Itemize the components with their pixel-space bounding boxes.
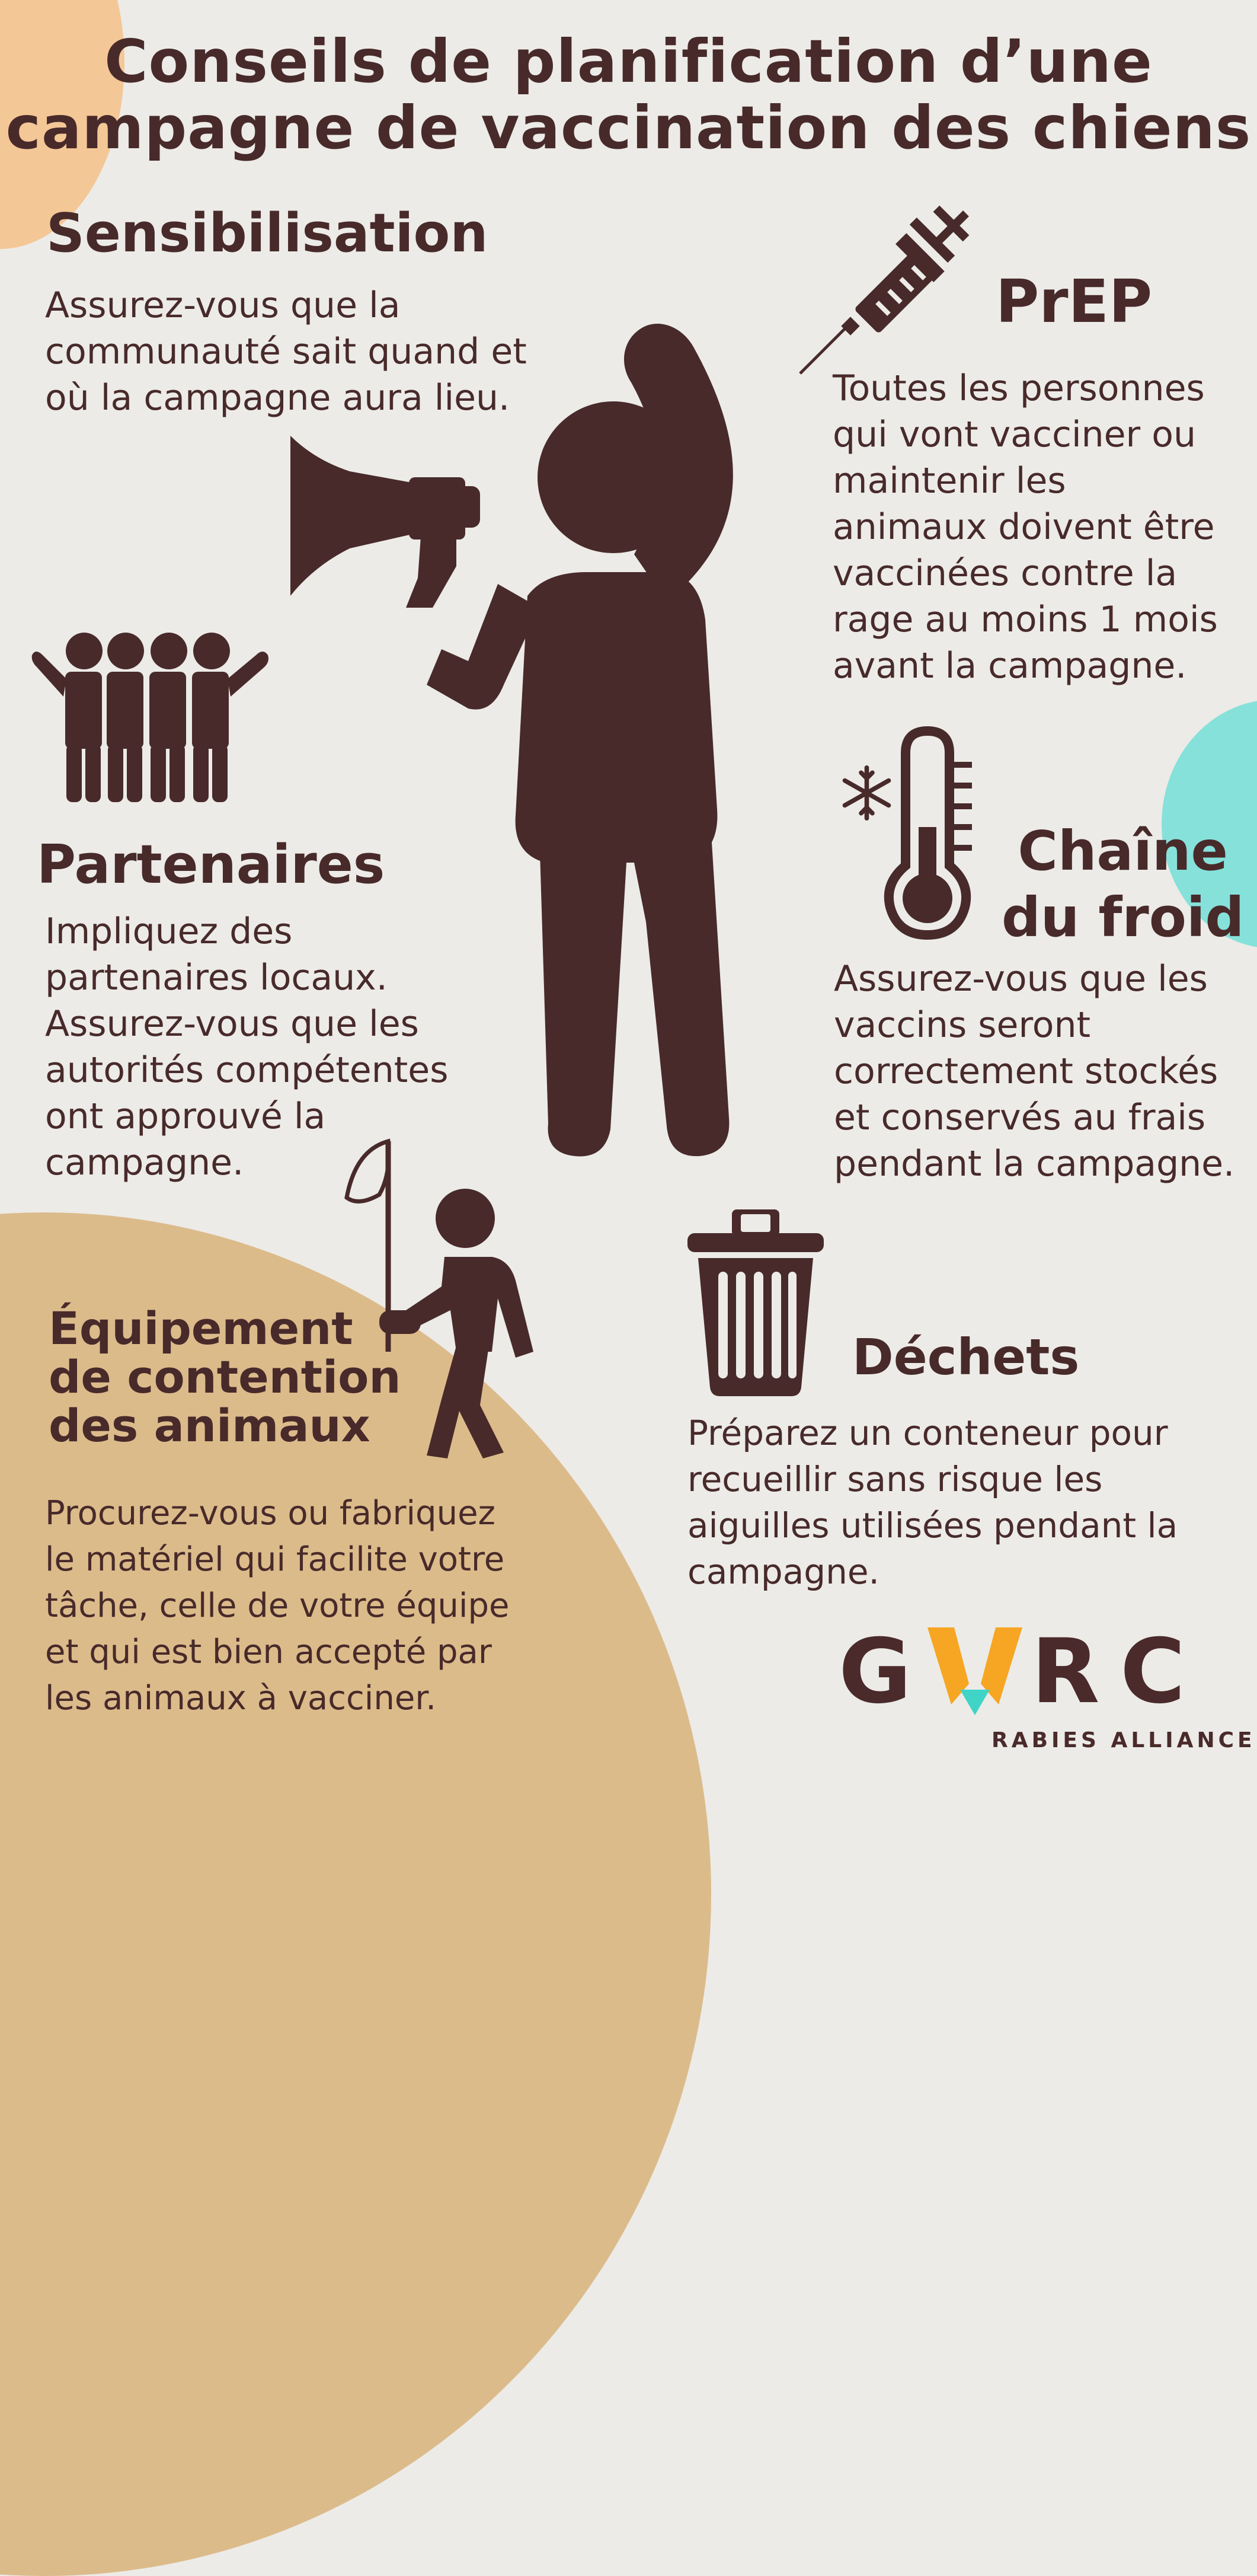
prep-line: vaccinées contre la — [833, 553, 1178, 594]
logo-a-mark — [927, 1627, 1022, 1716]
chaine-du-froid-text — [834, 956, 1234, 1187]
logo-letter-c: C — [1120, 1620, 1186, 1723]
prep-line: avant la campagne. — [833, 645, 1187, 687]
syringe-icon — [794, 208, 972, 379]
sensibilisation-line: Assurez-vous que la — [45, 285, 401, 326]
page-title — [0, 28, 1257, 161]
partenaires-line: Impliquez des — [45, 911, 293, 952]
equipement-line: les animaux à vacciner. — [45, 1679, 436, 1718]
title-line-1: Conseils de planification d’une — [104, 27, 1153, 96]
chaine-line: pendant la campagne. — [834, 1143, 1235, 1185]
equipement-text — [45, 1490, 509, 1722]
logo-letter-r: R — [1031, 1620, 1100, 1723]
dechets-line: recueillir sans risque les — [687, 1459, 1103, 1499]
chaine-line: vaccins seront — [834, 1004, 1091, 1046]
equipement-heading-line: de contention — [49, 1351, 401, 1403]
partenaires-line: ont approuvé la — [45, 1096, 326, 1137]
sensibilisation-line: où la campagne aura lieu. — [45, 377, 510, 419]
dechets-heading: Déchets — [852, 1328, 1080, 1386]
group-people-icon — [31, 631, 274, 803]
dechets-line: Préparez un conteneur pour — [687, 1413, 1168, 1453]
prep-line: maintenir les — [833, 460, 1066, 502]
prep-line: rage au moins 1 mois — [833, 599, 1218, 640]
prep-heading: PrEP — [996, 267, 1153, 336]
prep-line: animaux doivent être — [833, 506, 1215, 548]
prep-text — [833, 365, 1218, 689]
equipement-line: Procurez-vous ou fabriquez — [45, 1494, 495, 1533]
equipement-heading-line: Équipement — [49, 1302, 353, 1355]
chaine-line: et conservés au frais — [834, 1097, 1206, 1138]
partenaires-line: Assurez-vous que les — [45, 1003, 419, 1045]
equipement-line: tâche, celle de votre équipe — [45, 1587, 510, 1625]
equipement-line: et qui est bien accepté par — [45, 1633, 492, 1671]
partenaires-heading: Partenaires — [37, 834, 385, 896]
prep-line: qui vont vacciner ou — [833, 414, 1197, 455]
dechets-text — [687, 1410, 1178, 1595]
title-line-2: campagne de vaccination des chiens — [5, 93, 1252, 162]
garc-logo — [839, 1620, 1256, 1758]
chaine-heading-line: Chaîne — [1018, 819, 1228, 883]
prep-line: Toutes les personnes — [833, 368, 1205, 409]
chaine-line: Assurez-vous que les — [834, 958, 1208, 1000]
megaphone-person-icon — [279, 299, 800, 1159]
sensibilisation-heading: Sensibilisation — [46, 202, 488, 264]
partenaires-line: partenaires locaux. — [45, 957, 388, 998]
sensibilisation-line: communauté sait quand et — [45, 331, 527, 372]
chaine-heading-line: du froid — [1002, 886, 1245, 949]
equipement-line: le matériel qui facilite votre — [45, 1540, 505, 1579]
person-with-net-icon — [332, 1138, 563, 1458]
partenaires-line: autorités compétentes — [45, 1049, 449, 1091]
logo-tagline: RABIES ALLIANCE — [991, 1728, 1256, 1753]
logo-letter-g: G — [839, 1620, 912, 1723]
trash-bin-icon — [687, 1209, 824, 1396]
dechets-line: aiguilles utilisées pendant la — [687, 1505, 1178, 1546]
chaine-line: correctement stockés — [834, 1051, 1218, 1092]
equipement-heading-line: des animaux — [49, 1399, 370, 1452]
partenaires-line: campagne. — [45, 1142, 244, 1183]
thermometer-icon — [883, 726, 972, 940]
dechets-line: campagne. — [687, 1552, 879, 1592]
chaine-du-froid-heading — [1002, 818, 1244, 951]
